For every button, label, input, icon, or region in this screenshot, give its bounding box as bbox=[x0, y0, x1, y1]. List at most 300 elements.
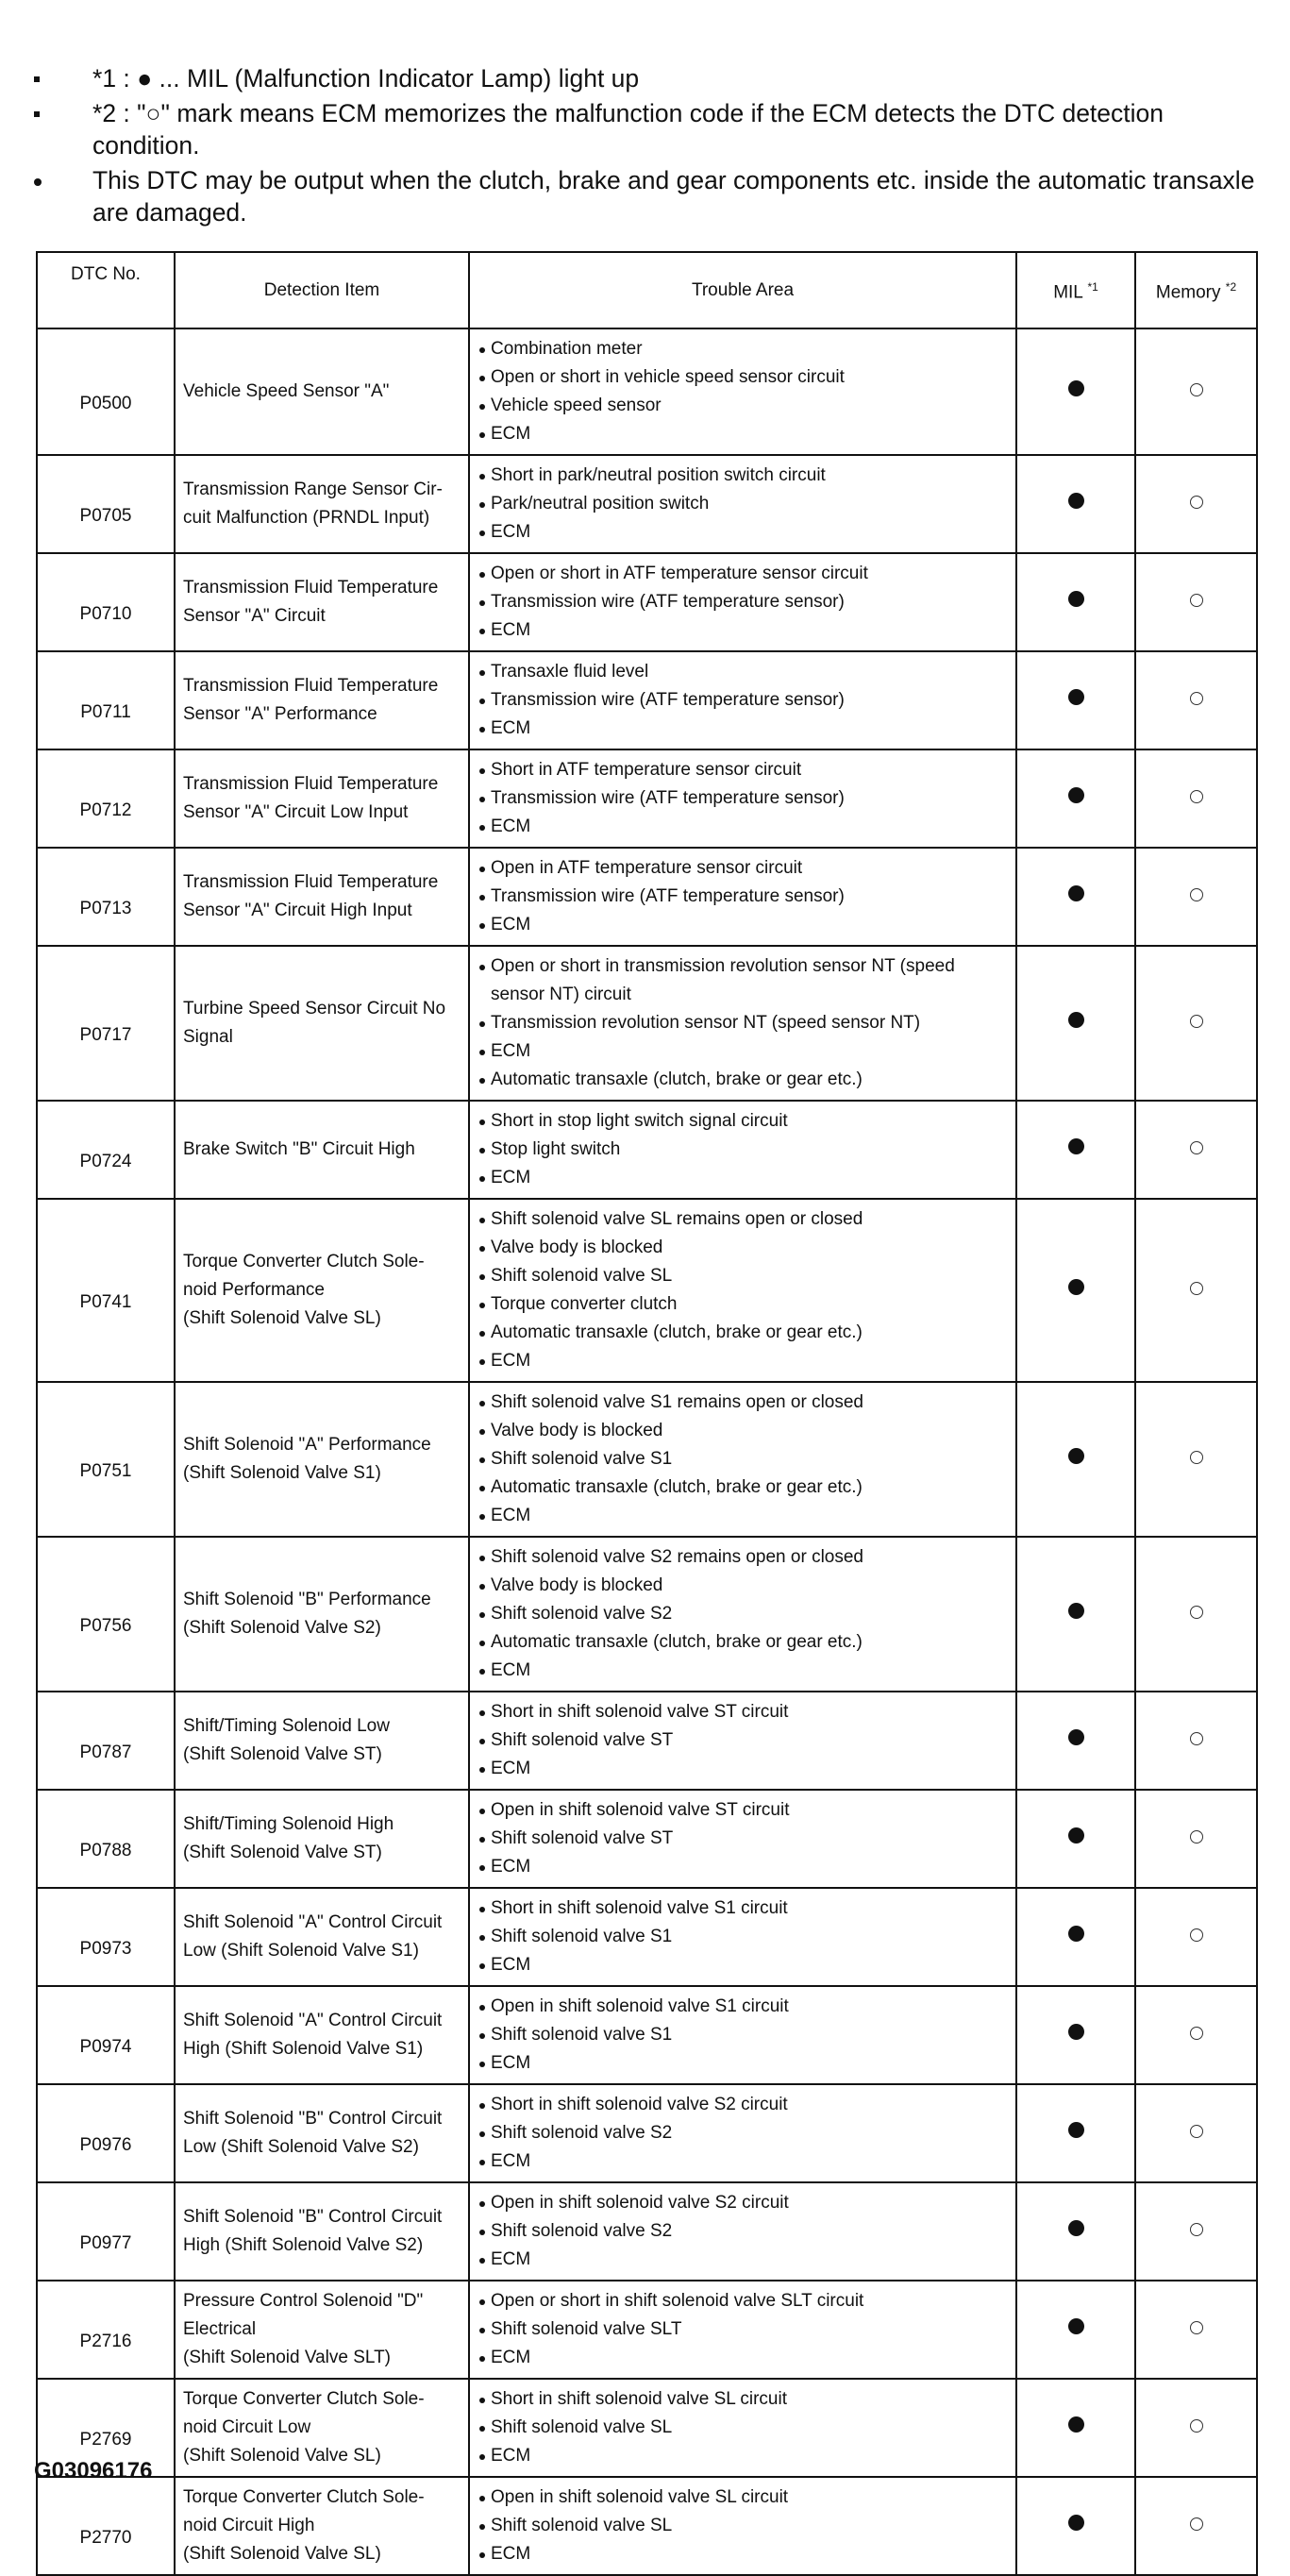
trouble-area bbox=[469, 651, 1016, 749]
trouble-area-list bbox=[477, 1698, 1008, 1783]
trouble-area-list bbox=[477, 1205, 1008, 1375]
mil-cell bbox=[1016, 2379, 1135, 2477]
trouble-area-list bbox=[477, 2091, 1008, 2176]
open-circle-icon bbox=[1190, 2419, 1203, 2433]
trouble-area-item: ECM bbox=[477, 420, 1008, 448]
mil-cell bbox=[1016, 946, 1135, 1101]
dtc-code: P0705 bbox=[37, 455, 175, 553]
mil-cell bbox=[1016, 2182, 1135, 2281]
trouble-area-item: Transmission wire (ATF temperature sensor) bbox=[477, 784, 1008, 813]
filled-circle-icon bbox=[1068, 885, 1084, 901]
trouble-area-list bbox=[477, 1993, 1008, 2078]
trouble-area-item: Park/neutral position switch bbox=[477, 490, 1008, 518]
detection-item-line: Shift Solenoid "B" Control Circuit bbox=[183, 2207, 443, 2227]
table-header-row bbox=[37, 252, 1257, 328]
filled-circle-icon bbox=[1068, 591, 1084, 607]
detection-item-line: Shift Solenoid "B" Performance bbox=[183, 1590, 431, 1609]
detection-item-line: Shift Solenoid "B" Control Circuit bbox=[183, 2109, 443, 2129]
trouble-area-item: Open or short in vehicle speed sensor circuit bbox=[477, 363, 1008, 392]
trouble-area-item: ECM bbox=[477, 2049, 1008, 2078]
table-row bbox=[37, 2379, 1257, 2477]
memory-cell bbox=[1135, 2281, 1257, 2379]
trouble-area-item: Torque converter clutch bbox=[477, 1290, 1008, 1319]
trouble-area bbox=[469, 1692, 1016, 1790]
filled-circle-icon bbox=[1068, 2416, 1084, 2433]
detection-item-line: (Shift Solenoid Valve ST) bbox=[183, 1843, 382, 1862]
dtc-code: P2716 bbox=[37, 2281, 175, 2379]
detection-item bbox=[175, 1986, 469, 2084]
trouble-area-list bbox=[477, 1389, 1008, 1530]
memory-cell bbox=[1135, 946, 1257, 1101]
mil-cell bbox=[1016, 1888, 1135, 1986]
detection-item-line: (Shift Solenoid Valve S1) bbox=[183, 1463, 381, 1483]
filled-circle-icon bbox=[1068, 2024, 1084, 2040]
memory-cell bbox=[1135, 328, 1257, 455]
detection-item bbox=[175, 2477, 469, 2575]
detection-item-line: Transmission Fluid Temperature bbox=[183, 676, 439, 696]
trouble-area-item: Short in stop light switch signal circuit bbox=[477, 1107, 1008, 1136]
figure-id: G03096176 bbox=[34, 2458, 153, 2483]
detection-item-line: Pressure Control Solenoid "D" bbox=[183, 2291, 424, 2311]
trouble-area bbox=[469, 2281, 1016, 2379]
detection-item-line: (Shift Solenoid Valve SL) bbox=[183, 2446, 381, 2466]
mil-cell bbox=[1016, 2084, 1135, 2182]
detection-item bbox=[175, 2379, 469, 2477]
dtc-code: P0717 bbox=[37, 946, 175, 1101]
dtc-code: P0713 bbox=[37, 848, 175, 946]
trouble-area bbox=[469, 455, 1016, 553]
detection-item bbox=[175, 848, 469, 946]
detection-item-line: Sensor "A" Circuit bbox=[183, 606, 326, 626]
open-circle-icon bbox=[1190, 496, 1203, 509]
filled-circle-icon bbox=[1068, 2515, 1084, 2531]
trouble-area-item: ECM bbox=[477, 616, 1008, 645]
table-row bbox=[37, 946, 1257, 1101]
trouble-area-item: Transmission wire (ATF temperature sensor) bbox=[477, 588, 1008, 616]
trouble-area-item: Vehicle speed sensor bbox=[477, 392, 1008, 420]
detection-item bbox=[175, 1888, 469, 1986]
note-text: *2 : "○" mark means ECM memorizes the malfunction code if the ECM detects the DTC detection condition. bbox=[92, 99, 1164, 160]
filled-circle-icon bbox=[1068, 1926, 1084, 1942]
dtc-code: P0741 bbox=[37, 1199, 175, 1382]
table-row bbox=[37, 2281, 1257, 2379]
trouble-area bbox=[469, 1790, 1016, 1888]
header-trouble-area: Trouble Area bbox=[469, 252, 1016, 328]
dtc-code: P0710 bbox=[37, 553, 175, 651]
table-row bbox=[37, 1790, 1257, 1888]
memory-cell bbox=[1135, 1888, 1257, 1986]
trouble-area-item: ECM bbox=[477, 2246, 1008, 2274]
detection-item bbox=[175, 455, 469, 553]
open-circle-icon bbox=[1190, 692, 1203, 705]
detection-item-line: noid Circuit High bbox=[183, 2516, 315, 2535]
trouble-area-list bbox=[477, 335, 1008, 448]
trouble-area-item: Shift solenoid valve ST bbox=[477, 1825, 1008, 1853]
filled-circle-icon bbox=[1068, 1603, 1084, 1619]
filled-circle-icon bbox=[1068, 689, 1084, 705]
header-memory-label: Memory bbox=[1155, 282, 1221, 303]
detection-item-line: (Shift Solenoid Valve S2) bbox=[183, 1618, 381, 1638]
trouble-area-item: ECM bbox=[477, 518, 1008, 547]
memory-cell bbox=[1135, 1537, 1257, 1692]
open-circle-icon bbox=[1190, 1282, 1203, 1295]
trouble-area-item: Transmission wire (ATF temperature sensor) bbox=[477, 686, 1008, 715]
trouble-area-item: Transmission wire (ATF temperature sensor) bbox=[477, 883, 1008, 911]
open-circle-icon bbox=[1190, 2027, 1203, 2040]
trouble-area-list bbox=[477, 2287, 1008, 2372]
table-row bbox=[37, 1537, 1257, 1692]
trouble-area-item: Transaxle fluid level bbox=[477, 658, 1008, 686]
detection-item bbox=[175, 2084, 469, 2182]
detection-item-line: noid Performance bbox=[183, 1280, 325, 1300]
table-row bbox=[37, 553, 1257, 651]
trouble-area-item: Transmission revolution sensor NT (speed sensor NT) bbox=[477, 1009, 1008, 1037]
trouble-area-list bbox=[477, 2483, 1008, 2568]
trouble-area-item: Shift solenoid valve SL bbox=[477, 1262, 1008, 1290]
detection-item-line: Sensor "A" Performance bbox=[183, 704, 377, 724]
detection-item-line: Shift Solenoid "A" Control Circuit bbox=[183, 2011, 443, 2030]
open-circle-icon bbox=[1190, 1732, 1203, 1745]
detection-item bbox=[175, 1790, 469, 1888]
memory-cell bbox=[1135, 1382, 1257, 1537]
detection-item-line: Brake Switch "B" Circuit High bbox=[183, 1139, 415, 1159]
table-row bbox=[37, 455, 1257, 553]
open-circle-icon bbox=[1190, 2223, 1203, 2236]
detection-item bbox=[175, 946, 469, 1101]
detection-item bbox=[175, 328, 469, 455]
trouble-area-item: ECM bbox=[477, 715, 1008, 743]
filled-circle-icon bbox=[1068, 2122, 1084, 2138]
note-text: This DTC may be output when the clutch, brake and gear components etc. inside the automatic transaxle are damaged. bbox=[92, 166, 1255, 227]
trouble-area-item: Automatic transaxle (clutch, brake or gear etc.) bbox=[477, 1628, 1008, 1657]
detection-item-line: Transmission Fluid Temperature bbox=[183, 578, 439, 598]
memory-cell bbox=[1135, 1790, 1257, 1888]
note-mil bbox=[30, 62, 1257, 94]
mil-cell bbox=[1016, 1790, 1135, 1888]
table-row bbox=[37, 328, 1257, 455]
filled-circle-icon bbox=[1068, 1138, 1084, 1154]
dtc-code: P2769 bbox=[37, 2379, 175, 2477]
detection-item bbox=[175, 1199, 469, 1382]
mil-cell bbox=[1016, 328, 1135, 455]
trouble-area bbox=[469, 1986, 1016, 2084]
mil-cell bbox=[1016, 1101, 1135, 1199]
trouble-area-item: Shift solenoid valve SLT bbox=[477, 2315, 1008, 2344]
filled-circle-icon bbox=[1068, 2318, 1084, 2334]
header-memory-footnote: *2 bbox=[1225, 280, 1237, 295]
trouble-area-item: ECM bbox=[477, 1502, 1008, 1530]
detection-item-line: Low (Shift Solenoid Valve S1) bbox=[183, 1941, 419, 1961]
detection-item bbox=[175, 2281, 469, 2379]
trouble-area-item: Shift solenoid valve S2 bbox=[477, 1600, 1008, 1628]
open-circle-icon bbox=[1190, 888, 1203, 901]
memory-cell bbox=[1135, 651, 1257, 749]
detection-item-line: Signal bbox=[183, 1027, 233, 1047]
mil-cell bbox=[1016, 1199, 1135, 1382]
trouble-area-item: Shift solenoid valve SL remains open or closed bbox=[477, 1205, 1008, 1234]
mil-cell bbox=[1016, 553, 1135, 651]
memory-cell bbox=[1135, 1199, 1257, 1382]
trouble-area-item: Valve body is blocked bbox=[477, 1572, 1008, 1600]
detection-item bbox=[175, 651, 469, 749]
memory-cell bbox=[1135, 1101, 1257, 1199]
trouble-area-item: ECM bbox=[477, 911, 1008, 939]
trouble-area-item: Open or short in transmission revolution sensor NT (speed sensor NT) circuit bbox=[477, 952, 1008, 1009]
trouble-area bbox=[469, 946, 1016, 1101]
trouble-area bbox=[469, 553, 1016, 651]
trouble-area bbox=[469, 1382, 1016, 1537]
detection-item-line: Sensor "A" Circuit High Input bbox=[183, 901, 412, 920]
detection-item-line: Torque Converter Clutch Sole- bbox=[183, 2487, 425, 2507]
detection-item-line: Shift/Timing Solenoid Low bbox=[183, 1716, 390, 1736]
trouble-area-item: ECM bbox=[477, 1037, 1008, 1066]
trouble-area bbox=[469, 1101, 1016, 1199]
table-row bbox=[37, 2182, 1257, 2281]
filled-circle-icon bbox=[1068, 1279, 1084, 1295]
trouble-area-item: Automatic transaxle (clutch, brake or gear etc.) bbox=[477, 1473, 1008, 1502]
trouble-area bbox=[469, 328, 1016, 455]
table-row bbox=[37, 749, 1257, 848]
trouble-area-item: Short in shift solenoid valve ST circuit bbox=[477, 1698, 1008, 1726]
open-circle-icon bbox=[1190, 1015, 1203, 1028]
detection-item-line: Transmission Fluid Temperature bbox=[183, 872, 439, 892]
detection-item-line: High (Shift Solenoid Valve S1) bbox=[183, 2039, 424, 2059]
open-circle-icon bbox=[1190, 2321, 1203, 2334]
dtc-code: P0500 bbox=[37, 328, 175, 455]
mil-cell bbox=[1016, 848, 1135, 946]
open-circle-icon bbox=[1190, 1928, 1203, 1942]
detection-item-line: Transmission Range Sensor Cir- bbox=[183, 480, 443, 499]
mil-cell bbox=[1016, 1986, 1135, 2084]
detection-item-line: Vehicle Speed Sensor "A" bbox=[183, 381, 390, 401]
memory-cell bbox=[1135, 848, 1257, 946]
table-body bbox=[37, 328, 1257, 2575]
table-row bbox=[37, 1382, 1257, 1537]
dtc-code: P0724 bbox=[37, 1101, 175, 1199]
trouble-area-item: ECM bbox=[477, 1347, 1008, 1375]
filled-circle-icon bbox=[1068, 1827, 1084, 1844]
trouble-area-item: ECM bbox=[477, 2147, 1008, 2176]
trouble-area bbox=[469, 2379, 1016, 2477]
detection-item-line: Turbine Speed Sensor Circuit No bbox=[183, 999, 446, 1019]
trouble-area-item: Open or short in ATF temperature sensor circuit bbox=[477, 560, 1008, 588]
note-text: *1 : ● ... MIL (Malfunction Indicator Lamp) light up bbox=[92, 64, 640, 93]
note-dtc-output bbox=[30, 164, 1257, 228]
trouble-area-item: Stop light switch bbox=[477, 1136, 1008, 1164]
trouble-area-item: ECM bbox=[477, 1755, 1008, 1783]
detection-item-line: (Shift Solenoid Valve SLT) bbox=[183, 2348, 392, 2367]
trouble-area-item: ECM bbox=[477, 1164, 1008, 1192]
trouble-area-item: Open in shift solenoid valve ST circuit bbox=[477, 1796, 1008, 1825]
open-circle-icon bbox=[1190, 2125, 1203, 2138]
memory-cell bbox=[1135, 553, 1257, 651]
header-detection-item: Detection Item bbox=[175, 252, 469, 328]
filled-circle-icon bbox=[1068, 493, 1084, 509]
trouble-area-list bbox=[477, 756, 1008, 841]
mil-cell bbox=[1016, 455, 1135, 553]
trouble-area-item: ECM bbox=[477, 1853, 1008, 1881]
detection-item-line: noid Circuit Low bbox=[183, 2417, 311, 2437]
open-circle-icon bbox=[1190, 790, 1203, 803]
trouble-area bbox=[469, 848, 1016, 946]
trouble-area-item: Short in ATF temperature sensor circuit bbox=[477, 756, 1008, 784]
trouble-area-item: Open or short in shift solenoid valve SLT circuit bbox=[477, 2287, 1008, 2315]
trouble-area-item: Valve body is blocked bbox=[477, 1234, 1008, 1262]
open-circle-icon bbox=[1190, 1451, 1203, 1464]
detection-item bbox=[175, 1382, 469, 1537]
trouble-area bbox=[469, 2477, 1016, 2575]
trouble-area bbox=[469, 749, 1016, 848]
trouble-area-item: Open in shift solenoid valve SL circuit bbox=[477, 2483, 1008, 2512]
mil-cell bbox=[1016, 1382, 1135, 1537]
table-row bbox=[37, 848, 1257, 946]
trouble-area-list bbox=[477, 462, 1008, 547]
trouble-area-list bbox=[477, 1543, 1008, 1685]
trouble-area-item: ECM bbox=[477, 2344, 1008, 2372]
filled-circle-icon bbox=[1068, 380, 1084, 396]
trouble-area-item: ECM bbox=[477, 1657, 1008, 1685]
trouble-area-item: Short in shift solenoid valve SL circuit bbox=[477, 2385, 1008, 2414]
trouble-area-item: ECM bbox=[477, 2540, 1008, 2568]
header-dtc-no: DTC No. bbox=[37, 252, 175, 328]
filled-circle-icon bbox=[1068, 2220, 1084, 2236]
detection-item bbox=[175, 553, 469, 651]
trouble-area bbox=[469, 1537, 1016, 1692]
trouble-area-list bbox=[477, 1796, 1008, 1881]
trouble-area-item: Shift solenoid valve S1 remains open or closed bbox=[477, 1389, 1008, 1417]
trouble-area-item: Shift solenoid valve ST bbox=[477, 1726, 1008, 1755]
table-row bbox=[37, 1888, 1257, 1986]
detection-item-line: (Shift Solenoid Valve ST) bbox=[183, 1744, 382, 1764]
table-row bbox=[37, 2084, 1257, 2182]
dtc-code: P0756 bbox=[37, 1537, 175, 1692]
open-circle-icon bbox=[1190, 1141, 1203, 1154]
trouble-area-item: Short in shift solenoid valve S2 circuit bbox=[477, 2091, 1008, 2119]
memory-cell bbox=[1135, 455, 1257, 553]
trouble-area bbox=[469, 2084, 1016, 2182]
dtc-code: P2770 bbox=[37, 2477, 175, 2575]
dtc-code: P0973 bbox=[37, 1888, 175, 1986]
trouble-area-list bbox=[477, 2189, 1008, 2274]
trouble-area-item: Open in shift solenoid valve S1 circuit bbox=[477, 1993, 1008, 2021]
table-row bbox=[37, 1199, 1257, 1382]
open-circle-icon bbox=[1190, 1830, 1203, 1844]
trouble-area-item: Shift solenoid valve S1 bbox=[477, 1923, 1008, 1951]
notes-list bbox=[30, 62, 1257, 231]
trouble-area-item: Short in park/neutral position switch circuit bbox=[477, 462, 1008, 490]
detection-item-line: (Shift Solenoid Valve SL) bbox=[183, 1308, 381, 1328]
trouble-area-list bbox=[477, 560, 1008, 645]
trouble-area-item: Valve body is blocked bbox=[477, 1417, 1008, 1445]
filled-circle-icon bbox=[1068, 1729, 1084, 1745]
detection-item bbox=[175, 1537, 469, 1692]
trouble-area-item: ECM bbox=[477, 1951, 1008, 1979]
table-row bbox=[37, 651, 1257, 749]
table-row bbox=[37, 1101, 1257, 1199]
trouble-area-list bbox=[477, 658, 1008, 743]
filled-circle-icon bbox=[1068, 1012, 1084, 1028]
memory-cell bbox=[1135, 2182, 1257, 2281]
detection-item-line: Sensor "A" Circuit Low Input bbox=[183, 802, 409, 822]
memory-cell bbox=[1135, 1692, 1257, 1790]
detection-item-line: Transmission Fluid Temperature bbox=[183, 774, 439, 794]
detection-item-line: High (Shift Solenoid Valve S2) bbox=[183, 2235, 424, 2255]
table-row bbox=[37, 1986, 1257, 2084]
memory-cell bbox=[1135, 749, 1257, 848]
open-circle-icon bbox=[1190, 594, 1203, 607]
table-row bbox=[37, 1692, 1257, 1790]
detection-item-line: Shift Solenoid "A" Performance bbox=[183, 1435, 431, 1455]
mil-cell bbox=[1016, 1692, 1135, 1790]
detection-item-line: Electrical bbox=[183, 2319, 257, 2339]
trouble-area-item: Shift solenoid valve S2 remains open or closed bbox=[477, 1543, 1008, 1572]
trouble-area-item: Shift solenoid valve S1 bbox=[477, 2021, 1008, 2049]
note-memory bbox=[30, 97, 1257, 161]
trouble-area bbox=[469, 1199, 1016, 1382]
open-circle-icon bbox=[1190, 383, 1203, 396]
memory-cell bbox=[1135, 1986, 1257, 2084]
mil-cell bbox=[1016, 749, 1135, 848]
trouble-area-item: Shift solenoid valve SL bbox=[477, 2512, 1008, 2540]
dtc-code: P0787 bbox=[37, 1692, 175, 1790]
dtc-code: P0711 bbox=[37, 651, 175, 749]
mil-cell bbox=[1016, 1537, 1135, 1692]
memory-cell bbox=[1135, 2379, 1257, 2477]
dtc-code: P0751 bbox=[37, 1382, 175, 1537]
trouble-area bbox=[469, 2182, 1016, 2281]
detection-item-line: Torque Converter Clutch Sole- bbox=[183, 1252, 425, 1271]
trouble-area-list bbox=[477, 952, 1008, 1094]
memory-cell bbox=[1135, 2477, 1257, 2575]
detection-item-line: Low (Shift Solenoid Valve S2) bbox=[183, 2137, 419, 2157]
detection-item bbox=[175, 1692, 469, 1790]
filled-circle-icon bbox=[1068, 787, 1084, 803]
trouble-area bbox=[469, 1888, 1016, 1986]
table-row bbox=[37, 2477, 1257, 2575]
trouble-area-item: Open in shift solenoid valve S2 circuit bbox=[477, 2189, 1008, 2217]
dtc-code: P0974 bbox=[37, 1986, 175, 2084]
detection-item bbox=[175, 749, 469, 848]
detection-item-line: (Shift Solenoid Valve SL) bbox=[183, 2544, 381, 2564]
dtc-code: P0977 bbox=[37, 2182, 175, 2281]
trouble-area-item: Shift solenoid valve S2 bbox=[477, 2217, 1008, 2246]
open-circle-icon bbox=[1190, 2517, 1203, 2531]
trouble-area-item: Automatic transaxle (clutch, brake or gear etc.) bbox=[477, 1319, 1008, 1347]
dtc-code: P0976 bbox=[37, 2084, 175, 2182]
detection-item bbox=[175, 2182, 469, 2281]
mil-cell bbox=[1016, 2281, 1135, 2379]
trouble-area-item: Shift solenoid valve S2 bbox=[477, 2119, 1008, 2147]
memory-cell bbox=[1135, 2084, 1257, 2182]
trouble-area-list bbox=[477, 2385, 1008, 2470]
trouble-area-list bbox=[477, 1894, 1008, 1979]
detection-item-line: Shift Solenoid "A" Control Circuit bbox=[183, 1912, 443, 1932]
dtc-code: P0788 bbox=[37, 1790, 175, 1888]
dtc-code: P0712 bbox=[37, 749, 175, 848]
mil-cell bbox=[1016, 651, 1135, 749]
header-mil bbox=[1016, 252, 1135, 328]
header-mil-footnote: *1 bbox=[1087, 280, 1098, 295]
trouble-area-item: Shift solenoid valve S1 bbox=[477, 1445, 1008, 1473]
trouble-area-item: ECM bbox=[477, 2442, 1008, 2470]
trouble-area-item: Open in ATF temperature sensor circuit bbox=[477, 854, 1008, 883]
trouble-area-list bbox=[477, 1107, 1008, 1192]
trouble-area-list bbox=[477, 854, 1008, 939]
header-mil-label: MIL bbox=[1053, 282, 1083, 303]
dtc-table bbox=[36, 251, 1258, 2576]
trouble-area-item: Automatic transaxle (clutch, brake or gear etc.) bbox=[477, 1066, 1008, 1094]
detection-item-line: Torque Converter Clutch Sole- bbox=[183, 2389, 425, 2409]
